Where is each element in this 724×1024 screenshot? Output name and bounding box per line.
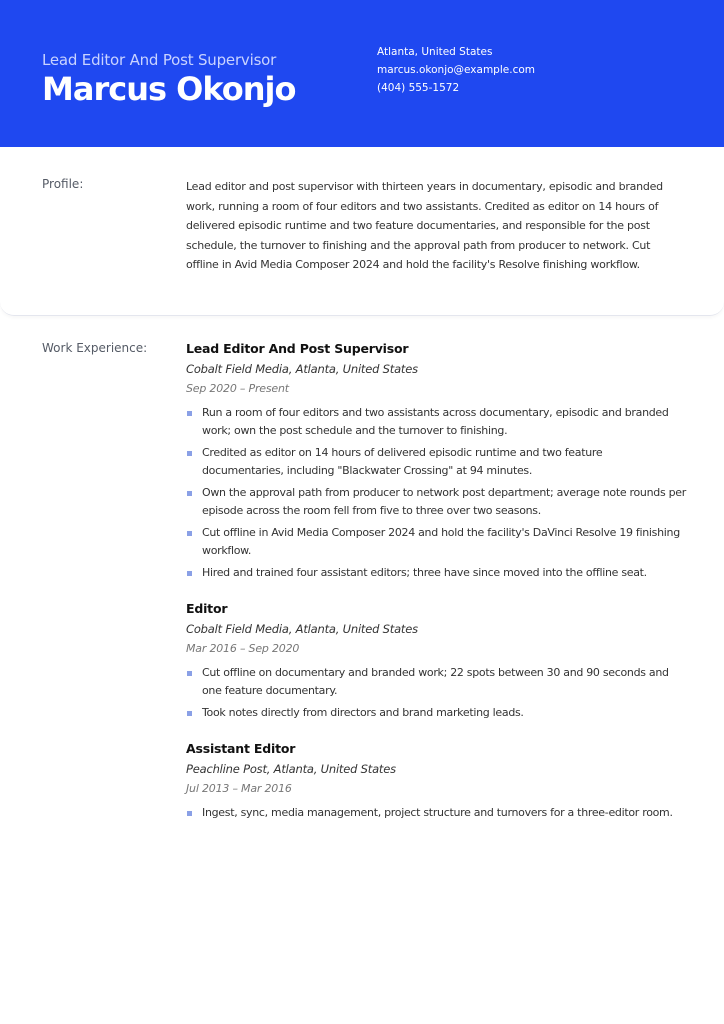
job-entry-dates: Mar 2016 – Sep 2020 [186,642,300,655]
bullet-square-icon [187,711,192,716]
bullet-text: Hired and trained four assistant editors; three have since moved into the offline seat. [202,566,647,579]
bullet-square-icon [187,811,192,816]
job-entry-title: Lead Editor And Post Supervisor [186,341,409,356]
profile-text: Lead editor and post supervisor with thirteen years in documentary, episodic and branded work, running a room of four editors and two assistants. Credited as editor on 14 hours of delivered episodic runtime and two feature documentaries, and responsible for the post schedule, the turnover to finishing and the approval path from producer to network. Cut offline in Avid Media Composer 2024 and hold the facility's Resolve finishing workflow. [186,180,663,271]
bullet-item [186,664,686,700]
location: Atlanta, United States [377,46,493,58]
bullet-item [186,564,686,582]
job-entry [186,339,686,582]
bullet-item [186,444,686,480]
bullet-item [186,704,686,722]
candidate-name: Marcus Okonjo [42,70,296,108]
bullet-item [186,804,686,822]
job-entry [186,739,686,822]
bullet-square-icon [187,671,192,676]
job-entry-title: Editor [186,601,228,616]
bullet-square-icon [187,531,192,536]
work-experience-label: Work Experience: [42,341,148,355]
job-entry-dates: Jul 2013 – Mar 2016 [186,782,292,795]
phone: (404) 555-1572 [377,82,460,94]
profile-label: Profile: [42,177,84,191]
job-entry-company: Peachline Post, Atlanta, United States [186,762,396,776]
contact-info [377,43,535,97]
bullet-text: Took notes directly from directors and brand marketing leads. [202,706,524,719]
job-entry-bullets [186,804,686,822]
job-title: Lead Editor And Post Supervisor [42,51,277,69]
job-entry-title: Assistant Editor [186,741,296,756]
job-entry-company: Cobalt Field Media, Atlanta, United States [186,362,418,376]
job-entry [186,599,686,722]
bullet-text: Credited as editor on 14 hours of delivered episodic runtime and two feature documentaries, including "Blackwater Crossing" at 94 minutes. [202,446,603,477]
job-entry-company: Cobalt Field Media, Atlanta, United States [186,622,418,636]
bullet-text: Cut offline in Avid Media Composer 2024 and hold the facility's DaVinci Resolve 19 finishing workflow. [202,526,680,557]
bullet-square-icon [187,411,192,416]
bullet-text: Run a room of four editors and two assistants across documentary, episodic and branded work; own the post schedule and the turnover to finishing. [202,406,669,437]
bullet-item [186,484,686,520]
job-entry-bullets [186,404,686,582]
bullet-item [186,524,686,560]
bullet-text: Ingest, sync, media management, project structure and turnovers for a three-editor room. [202,806,673,819]
email: marcus.okonjo@example.com [377,64,535,76]
bullet-text: Own the approval path from producer to network post department; average note rounds per episode across the room fell from five to three over two seasons. [202,486,686,517]
bullet-square-icon [187,451,192,456]
job-entry-dates: Sep 2020 – Present [186,382,289,395]
profile-section [0,147,724,316]
bullet-item [186,404,686,440]
resume-header [0,0,724,147]
work-experience-list [186,339,686,839]
job-entry-bullets [186,664,686,722]
bullet-square-icon [187,571,192,576]
bullet-text: Cut offline on documentary and branded work; 22 spots between 30 and 90 seconds and one feature documentary. [202,666,669,697]
bullet-square-icon [187,491,192,496]
